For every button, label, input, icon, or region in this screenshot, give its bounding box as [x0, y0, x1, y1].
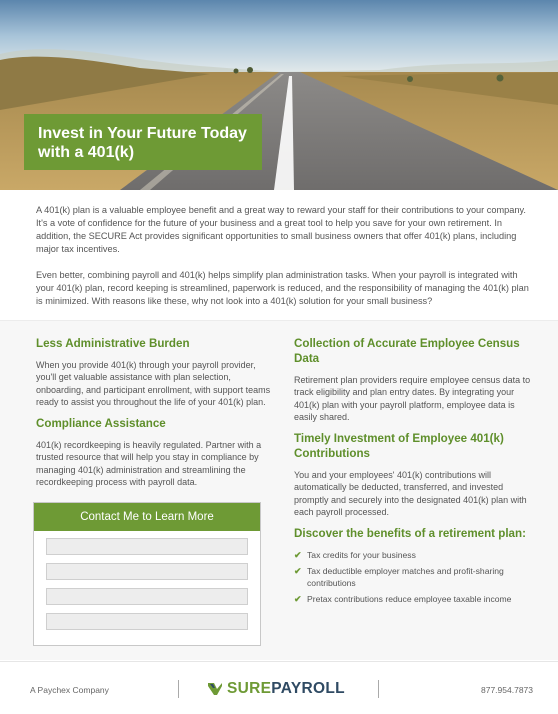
contact-field-2[interactable] — [46, 563, 248, 580]
footer-divider-right — [378, 680, 379, 698]
check-icon: ✔ — [294, 594, 302, 605]
section-text-admin: When you provide 401(k) through your payroll provider, you'll get valuable assistance with plan selection, onboarding, and participant enrollment, with support teams ready to assist you throughout the life of your 401(k) plan. — [36, 360, 271, 407]
section-heading-contributions: Timely Investment of Employee 401(k) Contributions — [294, 432, 504, 461]
benefits-list — [294, 549, 534, 605]
intro-paragraph-1: A 401(k) plan is a valuable employee benefit and a great way to reward your staff for their contributions to your company. It's a vote of confidence for the future of your business and a great tool to help you save for your own retirement. In addition, the SECURE Act provides significant opportunities to small business owners that offer 401(k) plans, including major tax incentives. — [36, 205, 526, 254]
benefits-heading: Discover the benefits of a retirement plan: — [294, 527, 526, 541]
logo-sure: SURE — [227, 680, 272, 697]
hero-image — [0, 0, 558, 190]
benefit-item — [294, 565, 534, 589]
page-title-line1: Invest in Your Future Today — [38, 125, 247, 142]
benefit-text: Pretax contributions reduce employee taxable income — [307, 594, 512, 605]
surepayroll-logo — [208, 680, 345, 698]
contact-field-3[interactable] — [46, 588, 248, 605]
section-text-contributions: You and your employees' 401(k) contributions will automatically be deducted, transferred, and invested promptly and securely into the designated 401(k) plan with each payroll processed. — [294, 470, 527, 518]
page-title — [38, 124, 262, 162]
footer — [0, 661, 558, 714]
footer-divider-left — [178, 680, 179, 698]
surepayroll-logo-icon — [208, 683, 222, 695]
logo-payroll: PAYROLL — [271, 680, 345, 697]
contact-field-4[interactable] — [46, 613, 248, 630]
contact-form — [33, 502, 261, 646]
right-column — [294, 336, 534, 609]
check-icon: ✔ — [294, 550, 302, 561]
intro-section — [36, 204, 536, 321]
phone-number: 877.954.7873 — [481, 685, 533, 695]
benefit-text: Tax deductible employer matches and profit-sharing contributions — [307, 566, 504, 589]
section-heading-admin: Less Administrative Burden — [36, 337, 190, 350]
left-column — [36, 336, 276, 496]
title-banner — [24, 114, 262, 170]
company-note: A Paychex Company — [30, 685, 109, 695]
benefit-item — [294, 549, 534, 561]
page-title-line2: with a 401(k) — [38, 144, 135, 161]
section-heading-compliance: Compliance Assistance — [36, 417, 166, 431]
benefit-text: Tax credits for your business — [307, 550, 416, 561]
contact-field-1[interactable] — [46, 538, 248, 555]
section-text-census: Retirement plan providers require employee census data to track eligibility and plan entry dates. By integrating your 401(k) plan with your payroll platform, employee data is easily shared. — [294, 375, 531, 422]
logo-text — [227, 680, 345, 698]
contact-form-heading: Contact Me to Learn More — [34, 503, 260, 531]
check-icon: ✔ — [294, 566, 302, 577]
benefit-item — [294, 593, 534, 605]
intro-paragraph-2: Even better, combining payroll and 401(k) helps simplify plan administration tasks. When your payroll is integrated with your 401(k) plan, record keeping is streamlined, paperwork is reduced, and the responsibility of managing the 401(k) plan is minimized. With reasons like these, why not look into a 401(k) solution for your small business? — [36, 270, 529, 306]
section-heading-census: Collection of Accurate Employee Census Data — [294, 337, 520, 365]
section-text-compliance: 401(k) recordkeeping is heavily regulated. Partner with a trusted resource that will help you stay in compliance by managing 401(k) administration and streamlining the recordkeeping process with payroll data. — [36, 440, 262, 488]
